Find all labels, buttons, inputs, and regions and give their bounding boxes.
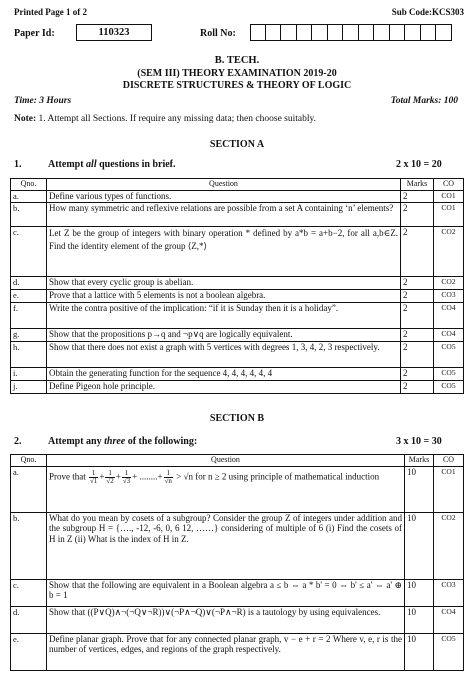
marks-cell: 2 <box>401 276 434 289</box>
instruction-post: questions in brief. <box>96 159 176 170</box>
roll-box <box>421 24 437 41</box>
numerator: 1 <box>122 470 131 478</box>
qno-cell: e. <box>11 289 47 302</box>
qno-cell: b. <box>11 512 47 579</box>
co-cell: CO2 <box>434 276 464 289</box>
section-a-title: SECTION A <box>209 139 265 150</box>
fraction <box>122 470 131 485</box>
qno-cell: e. <box>11 633 47 670</box>
qno-cell: i. <box>11 367 47 380</box>
fraction <box>89 470 98 485</box>
col-header-qno: Qno. <box>11 455 47 467</box>
table-row <box>11 302 464 328</box>
total-marks-label: Total Marks: 100 <box>390 96 458 106</box>
question-cell: Define Pigeon hole principle. <box>47 380 401 393</box>
roll-box <box>405 24 421 41</box>
printed-page-label: Printed Page 1 of 2 <box>14 7 87 17</box>
roll-box <box>250 24 266 41</box>
subject-code: Sub Code:KCS303 <box>391 7 464 17</box>
paper-id-value: 110323 <box>76 24 152 41</box>
co-cell: CO4 <box>434 302 464 328</box>
marks-cell: 2 <box>401 190 434 202</box>
table-row <box>11 512 464 579</box>
question-cell: Define planar graph. Prove that for any connected planar graph, v − e + r = 2 Where v, e, r is the number of vertices, edges, and regions of the graph respectively. <box>47 633 405 670</box>
question-cell: Prove that $\frac{1}{√1}$ + $\frac{1}{√2}$ + $\frac{1}{√3}$ + ........+ $\frac{1}{√n}$ > √n for n ≥ 2 using principle of mathematical induction <box>47 466 405 512</box>
marks-cell: 2 <box>401 226 434 276</box>
co-cell: CO5 <box>434 380 464 393</box>
marks-cell: 2 <box>401 328 434 341</box>
section-a-marks-scheme: 2 x 10 = 20 <box>396 159 442 170</box>
marks-cell: 2 <box>401 202 434 226</box>
table-header-row <box>11 179 464 191</box>
co-cell: CO3 <box>434 579 464 606</box>
paper-id-label: Paper Id: <box>14 28 55 39</box>
note-label: Note: <box>14 114 39 124</box>
qno-cell: h. <box>11 341 47 367</box>
marks-cell: 10 <box>405 512 434 579</box>
table-header-row <box>11 455 464 467</box>
co-cell: CO5 <box>434 633 464 670</box>
section-a-table <box>10 178 464 394</box>
col-header-question: Question <box>47 455 405 467</box>
question-cell: Show that every cyclic group is abelian. <box>47 276 401 289</box>
question-cell: Define various types of functions. <box>47 190 401 202</box>
co-cell: CO5 <box>434 341 464 367</box>
question-post: > √n for n ≥ 2 using principle of mathematical induction <box>176 471 380 482</box>
table-row <box>11 466 464 512</box>
col-header-qno: Qno. <box>11 179 47 191</box>
question-cell: Let Z be the group of integers with binary operation * defined by a*b = a+b−2, for all a,b∈Z. Find the identity element of the group ⟨Z,*⟩ <box>47 226 401 276</box>
roll-box <box>436 24 452 41</box>
roll-box <box>359 24 375 41</box>
instruction-pre: Attempt <box>48 159 87 170</box>
table-row <box>11 276 464 289</box>
roll-box <box>266 24 282 41</box>
co-cell: CO1 <box>434 202 464 226</box>
denominator: √1 <box>90 476 98 485</box>
col-header-co: CO <box>434 179 464 191</box>
question-cell: Prove that a lattice with 5 elements is not a boolean algebra. <box>47 289 401 302</box>
qno-cell: f. <box>11 302 47 328</box>
marks-cell: 10 <box>405 606 434 633</box>
table-row <box>11 367 464 380</box>
question-pre: Prove that <box>49 471 86 482</box>
section-b-title: SECTION B <box>209 413 265 424</box>
numerator: 1 <box>164 470 173 478</box>
co-cell: CO1 <box>434 190 464 202</box>
question-mid: + ........+ <box>132 471 163 482</box>
note <box>14 114 316 124</box>
roll-no-label: Roll No: <box>200 28 236 39</box>
roll-box <box>312 24 328 41</box>
roll-box <box>343 24 359 41</box>
col-header-question: Question <box>47 179 401 191</box>
co-cell: CO1 <box>434 466 464 512</box>
question-cell: Write the contra positive of the implication: “if it is Sunday then it is a holiday”. <box>47 302 401 328</box>
time-label: Time: 3 Hours <box>14 96 72 106</box>
roll-box <box>390 24 406 41</box>
table-row <box>11 380 464 393</box>
degree-title: B. TECH. <box>214 55 260 66</box>
marks-cell: 2 <box>401 289 434 302</box>
question-cell: Show that there does not exist a graph with 5 vertices with degrees 1, 3, 4, 2, 3 respectively. <box>47 341 401 367</box>
co-cell: CO4 <box>434 606 464 633</box>
qno-cell: c. <box>11 579 47 606</box>
note-text: 1. Attempt all Sections. If require any missing data; then choose suitably. <box>38 114 316 124</box>
table-row <box>11 328 464 341</box>
co-cell: CO4 <box>434 328 464 341</box>
question-cell: Show that ((P∨Q)∧¬(¬Q∨¬R))∨(¬P∧¬Q)∨(¬P∧¬R) is a tautology by using equivalences. <box>47 606 405 633</box>
question-cell: Obtain the generating function for the sequence 4, 4, 4, 4, 4, 4 <box>47 367 401 380</box>
marks-cell: 2 <box>401 341 434 367</box>
marks-cell: 10 <box>405 579 434 606</box>
roll-box <box>328 24 344 41</box>
instruction-emphasis: all <box>86 159 97 170</box>
qno-cell: a. <box>11 466 47 512</box>
fraction <box>105 470 114 485</box>
marks-cell: 2 <box>401 367 434 380</box>
marks-cell: 2 <box>401 380 434 393</box>
qno-cell: b. <box>11 202 47 226</box>
numerator: 1 <box>89 470 98 478</box>
col-header-marks: Marks <box>405 455 434 467</box>
instruction-emphasis: three <box>104 436 126 447</box>
table-row <box>11 190 464 202</box>
marks-cell: 10 <box>405 466 434 512</box>
question-cell: What do you mean by cosets of a subgroup? Consider the group Z of integers under addition and the subgroup H = {…., -12, -6, 0, 6 12, ……} considering of multiple of 6 (i) Find the cosets of H in Z (ii) What is the index of H in Z. <box>47 512 405 579</box>
subject-title: DISCRETE STRUCTURES & THEORY OF LOGIC <box>122 80 352 91</box>
qno-cell: d. <box>11 606 47 633</box>
co-cell: CO2 <box>434 226 464 276</box>
question-cell: Show that the propositions p→q and ¬p∨q are logically equivalent. <box>47 328 401 341</box>
denominator: √2 <box>106 476 114 485</box>
denominator: √3 <box>122 476 131 485</box>
col-header-co: CO <box>434 455 464 467</box>
qno-cell: g. <box>11 328 47 341</box>
co-cell: CO2 <box>434 512 464 579</box>
co-cell: CO3 <box>434 289 464 302</box>
instruction-pre: Attempt any <box>48 436 105 447</box>
roll-box <box>281 24 297 41</box>
section-b-marks-scheme: 3 x 10 = 30 <box>396 436 442 447</box>
denominator: √n <box>164 476 172 485</box>
exam-title: (SEM III) THEORY EXAMINATION 2019-20 <box>137 68 337 79</box>
roll-no-boxes <box>250 24 452 41</box>
col-header-marks: Marks <box>401 179 434 191</box>
section-b-qnumber: 2. <box>14 436 22 447</box>
table-row <box>11 633 464 670</box>
table-row <box>11 341 464 367</box>
fraction <box>164 470 173 485</box>
table-row <box>11 289 464 302</box>
section-b-instruction <box>48 436 197 447</box>
numerator: 1 <box>105 470 114 478</box>
marks-cell: 2 <box>401 302 434 328</box>
qno-cell: c. <box>11 226 47 276</box>
roll-box <box>297 24 313 41</box>
question-cell: Show that the following are equivalent in a Boolean algebra a ≤ b ⇔ a * b' = 0 ⇔ b' ≤ a' ⇔ a' ⊕ b = 1 <box>47 579 405 606</box>
table-row <box>11 202 464 226</box>
table-row <box>11 226 464 276</box>
qno-cell: j. <box>11 380 47 393</box>
section-b-table <box>10 454 464 671</box>
section-a-instruction <box>48 159 176 170</box>
instruction-post: of the following: <box>125 436 198 447</box>
marks-cell: 10 <box>405 633 434 670</box>
section-a-qnumber: 1. <box>14 159 22 170</box>
table-row <box>11 606 464 633</box>
qno-cell: a. <box>11 190 47 202</box>
roll-box <box>374 24 390 41</box>
co-cell: CO5 <box>434 367 464 380</box>
table-row <box>11 579 464 606</box>
qno-cell: d. <box>11 276 47 289</box>
question-cell: How many symmetric and reflexive relations are possible from a set A containing ‘n’ elements? <box>47 202 401 226</box>
